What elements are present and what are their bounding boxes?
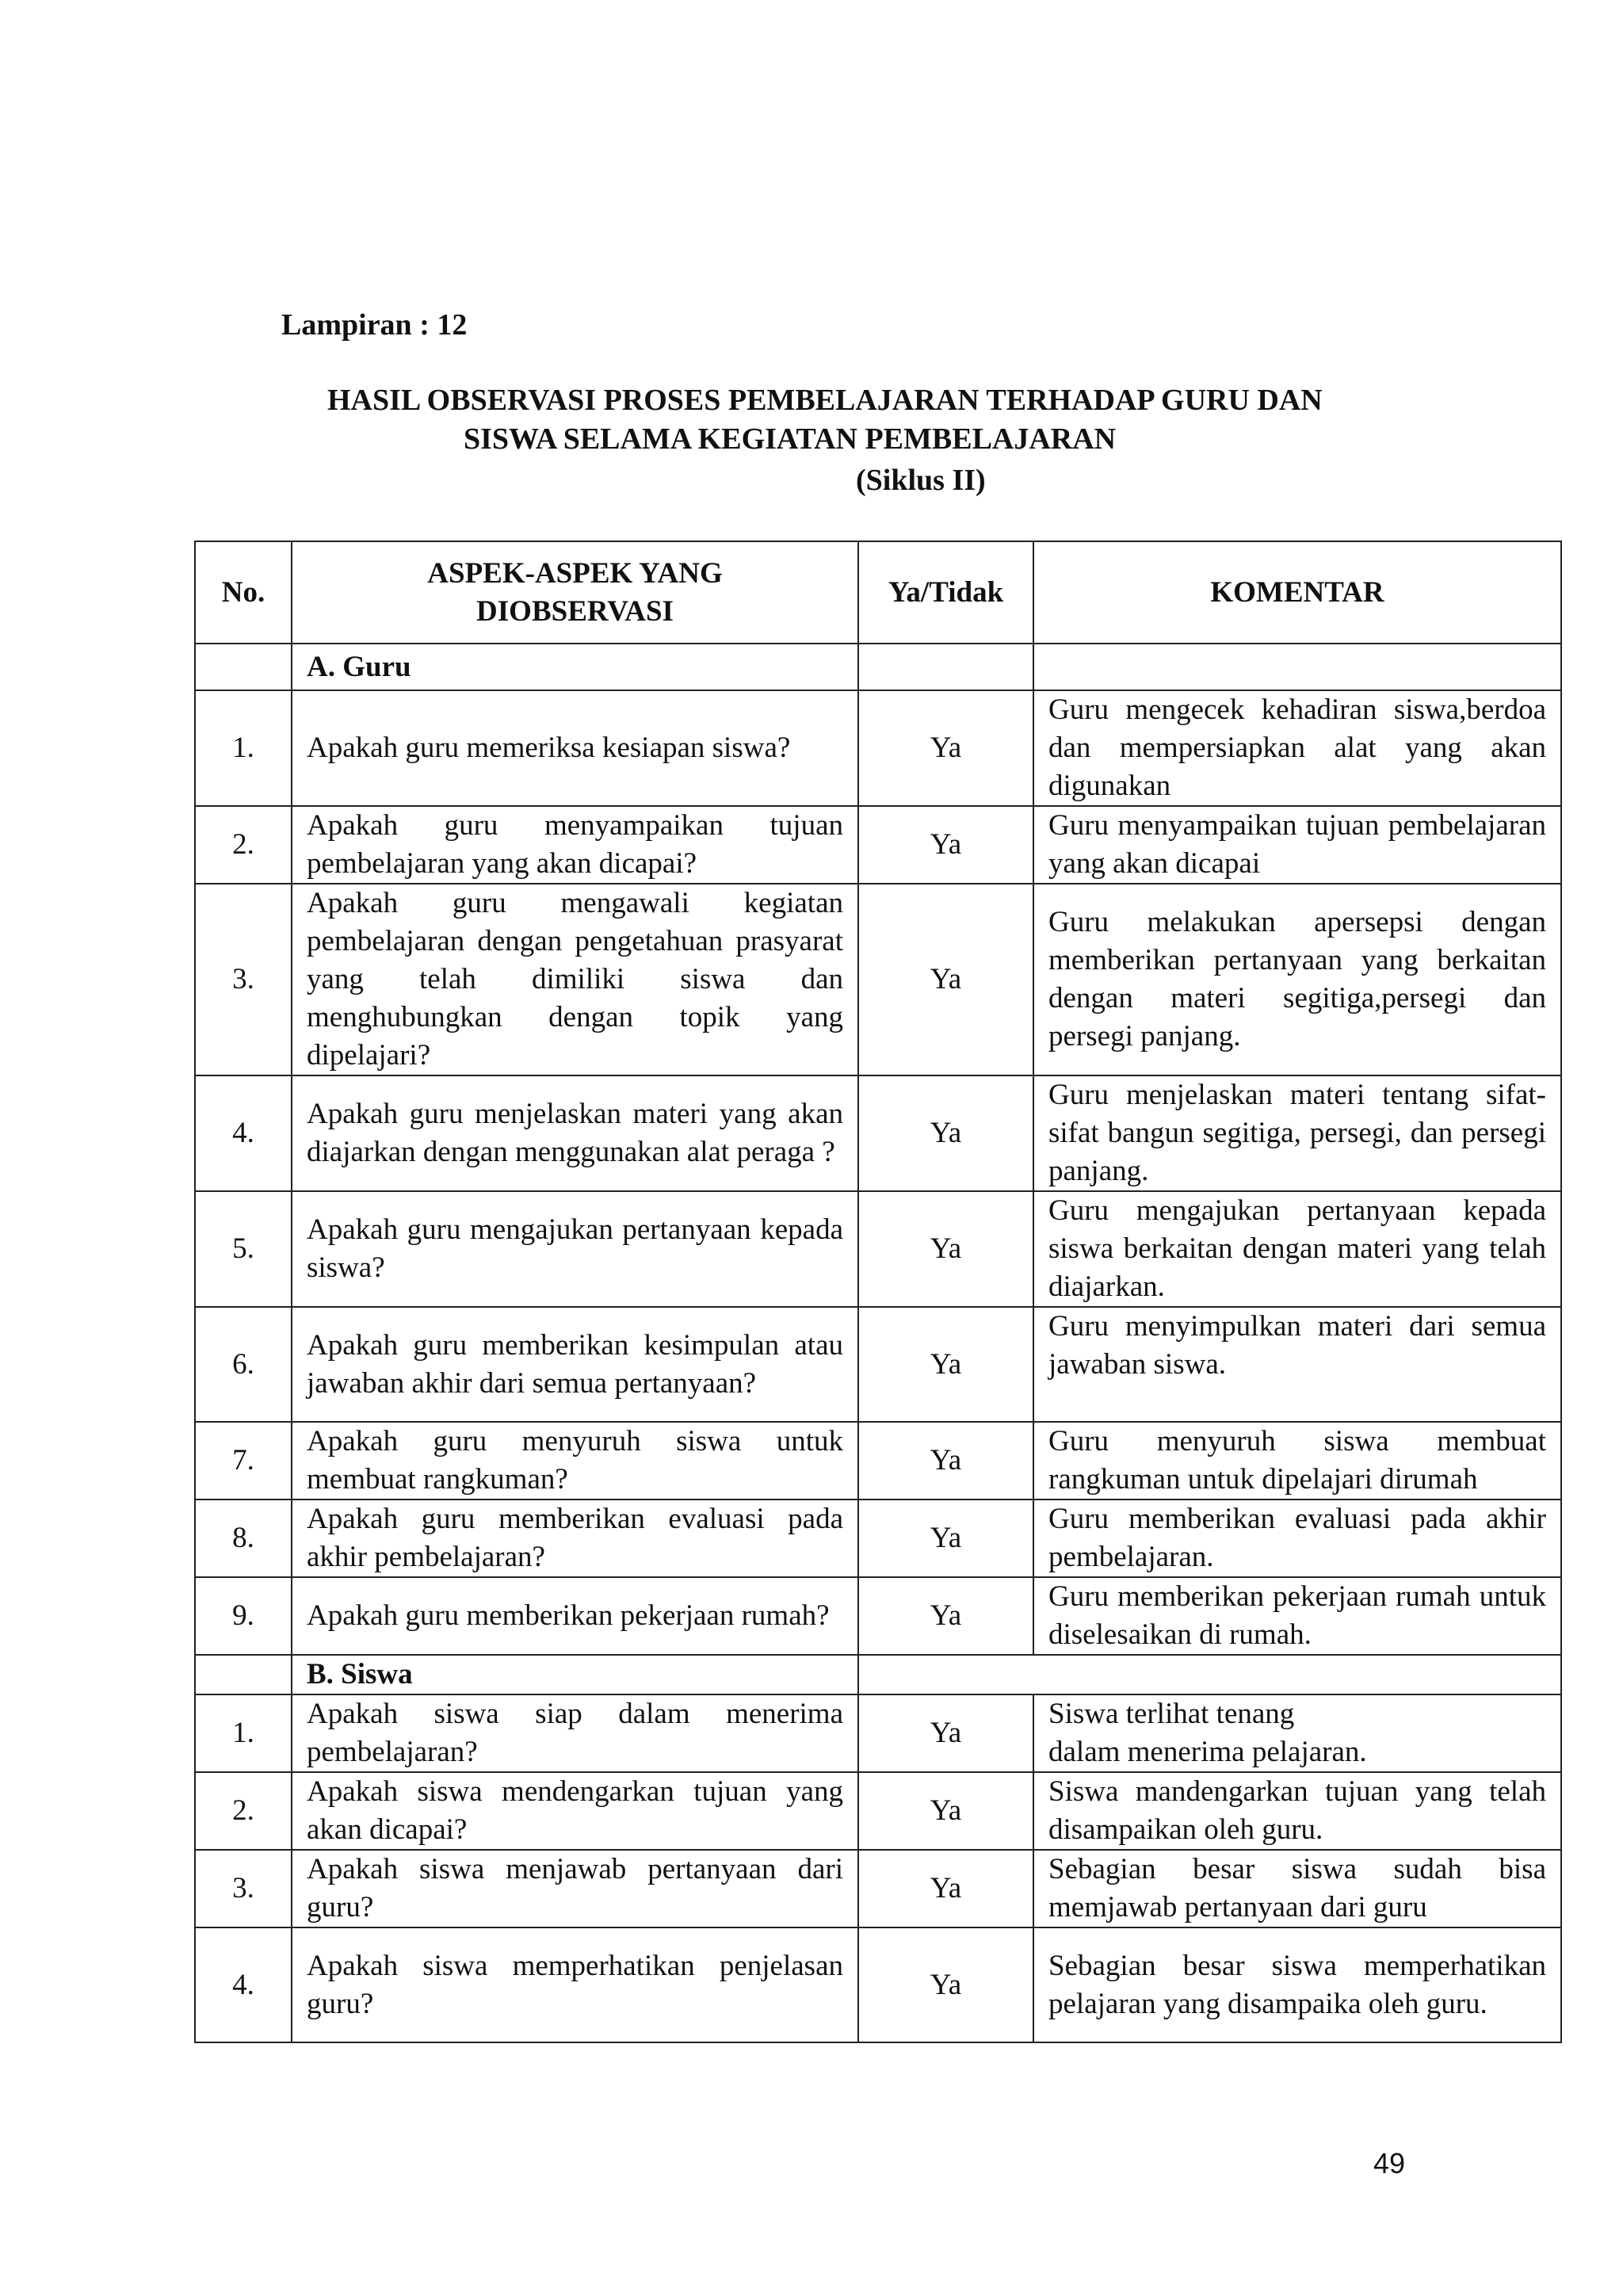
aspect-question: Apakah guru memberikan evaluasi pada akhir pembelajaran? bbox=[292, 1499, 858, 1577]
comment-cell: Sebagian besar siswa sudah bisa memjawab pertanyaan dari guru bbox=[1033, 1850, 1561, 1927]
aspect-question: Apakah siswa menjawab pertanyaan dari guru? bbox=[292, 1850, 858, 1927]
row-number: 4. bbox=[195, 1075, 292, 1191]
table-row bbox=[195, 1850, 1561, 1927]
document-title-cycle: (Siklus II) bbox=[856, 464, 986, 497]
table-header-row bbox=[195, 541, 1561, 644]
aspect-question: Apakah guru mengajukan pertanyaan kepada siswa? bbox=[292, 1191, 858, 1307]
header-no: No. bbox=[195, 541, 292, 644]
aspect-question: Apakah guru menyuruh siswa untuk membuat rangkuman? bbox=[292, 1422, 858, 1499]
table-row bbox=[195, 884, 1561, 1075]
document-title-line-1: HASIL OBSERVASI PROSES PEMBELAJARAN TERHADAP GURU DAN bbox=[327, 384, 1323, 417]
answer-cell: Ya bbox=[858, 1422, 1033, 1499]
aspect-question: Apakah guru mengawali kegiatan pembelajaran dengan pengetahuan prasyarat yang telah dimiliki siswa dan menghubungkan dengan topik yang dipelajari? bbox=[292, 884, 858, 1075]
row-number: 1. bbox=[195, 690, 292, 806]
answer-cell: Ya bbox=[858, 1499, 1033, 1577]
comment-cell bbox=[1033, 1694, 1561, 1772]
row-number: 1. bbox=[195, 1694, 292, 1772]
comment-cell: Guru memberikan evaluasi pada akhir pembelajaran. bbox=[1033, 1499, 1561, 1577]
table-row bbox=[195, 1694, 1561, 1772]
table-row bbox=[195, 1307, 1561, 1422]
header-aspek-line-2: DIOBSERVASI bbox=[476, 594, 674, 628]
aspect-question: Apakah guru memberikan pekerjaan rumah? bbox=[292, 1577, 858, 1655]
page-number: 49 bbox=[1373, 2147, 1406, 2179]
row-number: 5. bbox=[195, 1191, 292, 1307]
comment-cell: Guru menyuruh siswa membuat rangkuman untuk dipelajari dirumah bbox=[1033, 1422, 1561, 1499]
row-number: 3. bbox=[195, 1850, 292, 1927]
table-row bbox=[195, 1577, 1561, 1655]
aspect-question: Apakah guru memberikan kesimpulan atau jawaban akhir dari semua pertanyaan? bbox=[292, 1307, 858, 1422]
row-number: 8. bbox=[195, 1499, 292, 1577]
observation-table bbox=[194, 541, 1562, 2043]
comment-cell: Guru mengajukan pertanyaan kepada siswa berkaitan dengan materi yang telah diajarkan. bbox=[1033, 1191, 1561, 1307]
comment-cell: Guru menjelaskan materi tentang sifat-sifat bangun segitiga, persegi, dan persegi panjang. bbox=[1033, 1075, 1561, 1191]
row-number: 9. bbox=[195, 1577, 292, 1655]
answer-cell: Ya bbox=[858, 1191, 1033, 1307]
section-row-guru bbox=[195, 644, 1561, 690]
header-komentar: KOMENTAR bbox=[1033, 541, 1561, 644]
header-aspek-line-1: ASPEK-ASPEK YANG bbox=[427, 556, 723, 590]
comment-cell: Guru melakukan apersepsi dengan memberikan pertanyaan yang berkaitan dengan materi segitiga,persegi dan persegi panjang. bbox=[1033, 884, 1561, 1075]
table-row bbox=[195, 1927, 1561, 2042]
section-label-siswa: B. Siswa bbox=[292, 1655, 858, 1694]
table-row bbox=[195, 1191, 1561, 1307]
answer-cell: Ya bbox=[858, 806, 1033, 884]
comment-cell: Guru menyimpulkan materi dari semua jawaban siswa. bbox=[1033, 1307, 1561, 1422]
table-row bbox=[195, 1075, 1561, 1191]
comment-cell: Guru menyampaikan tujuan pembelajaran yang akan dicapai bbox=[1033, 806, 1561, 884]
answer-cell: Ya bbox=[858, 1577, 1033, 1655]
table-row bbox=[195, 1499, 1561, 1577]
header-ya-tidak: Ya/Tidak bbox=[858, 541, 1033, 644]
aspect-question: Apakah siswa memperhatikan penjelasan guru? bbox=[292, 1927, 858, 2042]
aspect-question: Apakah guru menjelaskan materi yang akan diajarkan dengan menggunakan alat peraga ? bbox=[292, 1075, 858, 1191]
comment-cell: Siswa mandengarkan tujuan yang telah disampaikan oleh guru. bbox=[1033, 1772, 1561, 1850]
section-label-guru: A. Guru bbox=[292, 644, 858, 690]
document-title-line-2: SISWA SELAMA KEGIATAN PEMBELAJARAN bbox=[464, 422, 1117, 456]
comment-line-1: Siswa terlihat tenang bbox=[1048, 1698, 1295, 1730]
answer-cell: Ya bbox=[858, 690, 1033, 806]
answer-cell: Ya bbox=[858, 1075, 1033, 1191]
table-row bbox=[195, 806, 1561, 884]
row-number: 2. bbox=[195, 1772, 292, 1850]
answer-cell: Ya bbox=[858, 1850, 1033, 1927]
answer-cell: Ya bbox=[858, 1307, 1033, 1422]
comment-cell: Guru memberikan pekerjaan rumah untuk diselesaikan di rumah. bbox=[1033, 1577, 1561, 1655]
row-number: 4. bbox=[195, 1927, 292, 2042]
header-aspek bbox=[292, 541, 858, 644]
answer-cell: Ya bbox=[858, 884, 1033, 1075]
aspect-question: Apakah siswa siap dalam menerima pembelajaran? bbox=[292, 1694, 858, 1772]
table-row bbox=[195, 690, 1561, 806]
comment-cell: Guru mengecek kehadiran siswa,berdoa dan mempersiapkan alat yang akan digunakan bbox=[1033, 690, 1561, 806]
table-row bbox=[195, 1422, 1561, 1499]
section-row-siswa bbox=[195, 1655, 1561, 1694]
answer-cell: Ya bbox=[858, 1694, 1033, 1772]
aspect-question: Apakah guru memeriksa kesiapan siswa? bbox=[292, 690, 858, 806]
table-row bbox=[195, 1772, 1561, 1850]
row-number: 6. bbox=[195, 1307, 292, 1422]
comment-line-2: dalam menerima pelajaran. bbox=[1048, 1736, 1367, 1768]
row-number: 2. bbox=[195, 806, 292, 884]
row-number: 7. bbox=[195, 1422, 292, 1499]
appendix-label: Lampiran : 12 bbox=[281, 308, 468, 342]
aspect-question: Apakah guru menyampaikan tujuan pembelajaran yang akan dicapai? bbox=[292, 806, 858, 884]
row-number: 3. bbox=[195, 884, 292, 1075]
comment-cell: Sebagian besar siswa memperhatikan pelajaran yang disampaika oleh guru. bbox=[1033, 1927, 1561, 2042]
answer-cell: Ya bbox=[858, 1927, 1033, 2042]
aspect-question: Apakah siswa mendengarkan tujuan yang akan dicapai? bbox=[292, 1772, 858, 1850]
answer-cell: Ya bbox=[858, 1772, 1033, 1850]
